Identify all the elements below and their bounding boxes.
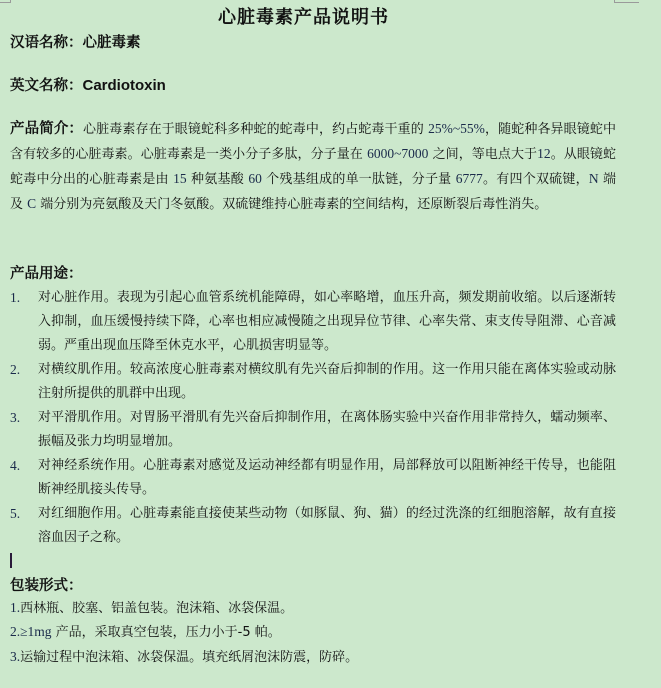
text-cursor[interactable] <box>10 553 12 568</box>
page-corner-mark-left <box>0 0 11 3</box>
intro-text: 心脏毒素存在于眼镜蛇科多种蛇的蛇毒中，约占蛇毒干重的 <box>83 122 429 137</box>
intro-text: 端分别为亮氨酸及天门冬氨酸。双硫键维持心脏毒素的空间结构，还原断裂后毒性消失。 <box>36 197 548 212</box>
english-name-value: Cardiotoxin <box>82 77 166 94</box>
intro-text: 种氨基酸 <box>186 172 249 187</box>
packaging-line-text: 运输过程中泡沫箱、冰袋保温。填充纸屑泡沫防震，防碎。 <box>20 650 359 665</box>
packaging-line-text: 产品，采取真空包装，压力小于-5 帕。 <box>51 625 281 640</box>
document-title: 心脏毒素产品说明书 <box>218 7 389 28</box>
packaging-line-number: 2.≥1mg <box>10 624 52 639</box>
intro-paragraph <box>10 117 616 217</box>
intro-letter: N <box>588 171 599 186</box>
intro-number: 6777 <box>455 171 483 186</box>
intro-text: 。从眼镜蛇蛇毒中分出的心脏毒素是由 <box>10 147 616 187</box>
uses-heading: 产品用途： <box>10 266 83 282</box>
list-item <box>10 358 616 406</box>
list-item-number: 3. <box>10 410 21 425</box>
list-item-number: 1. <box>10 290 21 305</box>
intro-number: 12 <box>537 146 551 161</box>
packaging-line <box>10 645 358 670</box>
list-item-text: 对平滑肌作用。对胃肠平滑肌有先兴奋后抑制作用，在离体肠实验中兴奋作用非常持久，蠕动频率、振幅及张力均明显增加。 <box>38 410 616 449</box>
english-name-line <box>10 74 166 95</box>
list-item <box>10 502 616 550</box>
page-corner-mark-right <box>614 0 639 3</box>
packaging-heading: 包装形式： <box>10 578 83 594</box>
list-item <box>10 454 616 502</box>
list-item-text: 对心脏作用。表现为引起心血管系统机能障碍，如心率略增，血压升高，频发期前收缩。以后逐渐转入抑制，血压缓慢持续下降，心率也相应减慢随之出现异位节律、心率失常、束支传导阻滞、心音减弱。严重出现血压降至休克水平，心肌损害明显等。 <box>38 290 616 353</box>
list-item-text: 对横纹肌作用。较高浓度心脏毒素对横纹肌有先兴奋后抑制的作用。这一作用只能在离体实验或动脉注射所提供的肌群中出现。 <box>38 362 616 401</box>
chinese-name-label: 汉语名称： <box>10 35 83 51</box>
intro-number: 25%~55% <box>428 121 485 136</box>
intro-letter: C <box>27 196 37 211</box>
packaging-line-number: 3. <box>10 649 21 664</box>
intro-number: 60 <box>248 171 262 186</box>
english-name-label: 英文名称： <box>10 78 83 94</box>
packaging-line-text: 西林瓶、胶塞、铝盖包装。泡沫箱、冰袋保温。 <box>20 601 294 616</box>
list-item-text: 对红细胞作用。心脏毒素能直接使某些动物（如豚鼠、狗、猫）的经过洗涤的红细胞溶解，故有直接溶血因子之称。 <box>38 506 616 545</box>
uses-list <box>10 286 616 550</box>
list-item-number: 4. <box>10 458 21 473</box>
list-item <box>10 286 616 358</box>
intro-text: 端及 <box>10 172 617 212</box>
list-item <box>10 406 616 454</box>
packaging-line-number: 1. <box>10 600 21 615</box>
intro-number: 15 <box>173 171 187 186</box>
list-item-number: 2. <box>10 362 21 377</box>
intro-text: 。有四个双硫键， <box>482 172 589 187</box>
chinese-name-line <box>10 31 141 52</box>
intro-number: 6000~7000 <box>367 146 429 161</box>
intro-text: ，随蛇种各异眼镜蛇中含有较多的心脏毒素。心脏毒素是一类小分子多肽，分子量在 <box>10 122 616 162</box>
intro-text: 之间，等电点大于 <box>428 147 538 162</box>
chinese-name-value: 心脏毒素 <box>82 35 141 51</box>
packaging-line <box>10 596 293 621</box>
list-item-number: 5. <box>10 506 21 521</box>
packaging-line <box>10 620 281 645</box>
intro-text: 个残基组成的单一肽链，分子量 <box>261 172 456 187</box>
intro-label: 产品简介： <box>10 121 84 137</box>
list-item-text: 对神经系统作用。心脏毒素对感觉及运动神经都有明显作用，局部释放可以阻断神经干传导，也能阻断神经肌接头传导。 <box>38 458 616 497</box>
